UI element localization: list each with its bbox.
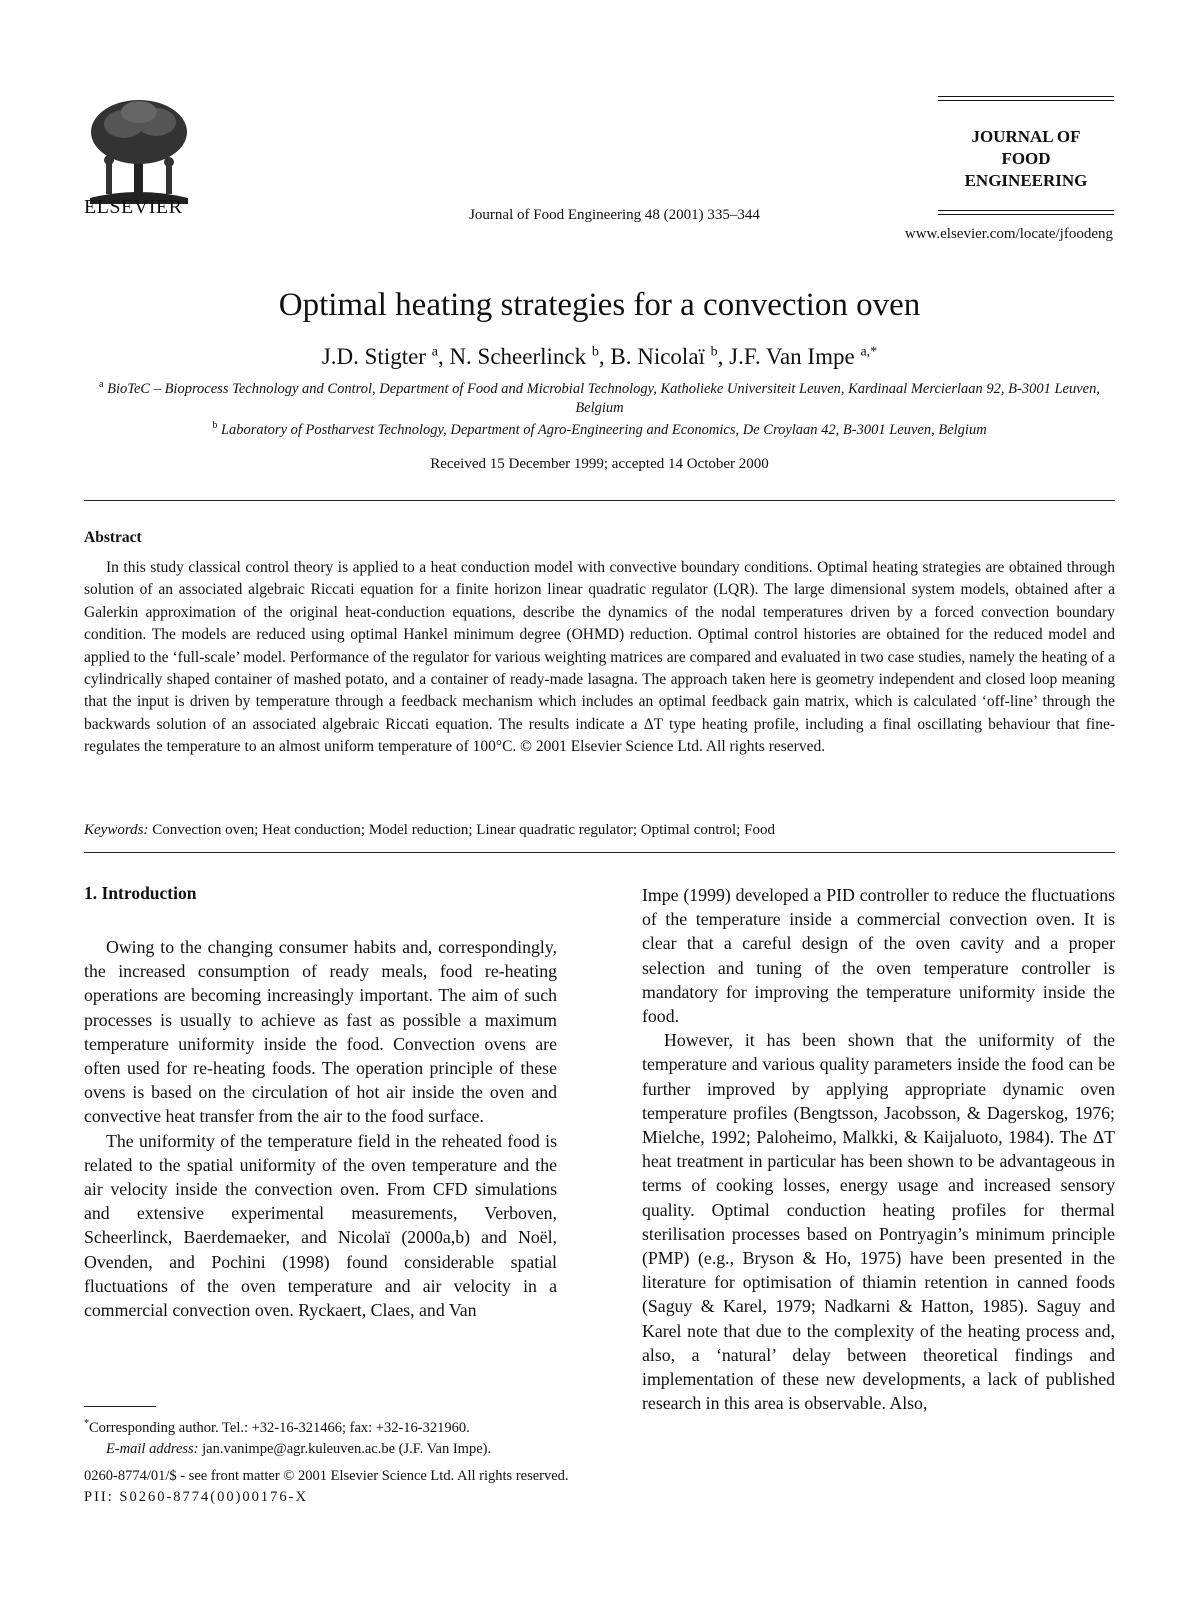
abstract-text: In this study classical control theory is applied to a heat conduction model with convective boundary conditions. Optimal heating strategies are obtained through solution of an associated algebraic Riccati equation for a finite horizon linear quadratic regulator (LQR). The large dimensional system models, obtained after a Galerkin approximation of the original heat-conduction equations, describe the dynamics of the nodal temperatures driven by a forced convection boundary condition. The models are reduced using optimal Hankel minimum degree (OHMD) reduction. Optimal control histories are obtained for the reduced model and applied to the ‘full-scale’ model. Performance of the regulator for various weighting matrices are compared and evaluated in two case studies, namely the heating of a cylindrically shaped container of mashed potato, and a container of ready-made lasagna. The approach taken here is geometry independent and closed loop meaning that the input is driven by temperature through a feedback mechanism which includes an optimal feedback gain matrix, which is calculated ‘off-line’ through the backwards solution of an associated algebraic Riccati equation. The results indicate a ΔT type heating profile, including a final oscillating behaviour that fine-regulates the temperature to an almost uniform temperature of 100°C. © 2001 Elsevier Science Ltd. All rights reserved.	[84, 559, 1115, 756]
elsevier-tree-logo-icon	[84, 94, 194, 204]
footnote-corresponding	[84, 1413, 557, 1439]
abstract-heading: Abstract	[84, 529, 142, 546]
author-name: N. Scheerlinck	[449, 344, 587, 369]
keywords-list: Convection oven; Heat conduction; Model reduction; Linear quadratic regulator; Optimal control; Food	[152, 822, 775, 838]
author-affil-mark: b	[710, 344, 718, 360]
footnote-mark: *	[84, 1418, 89, 1429]
right-column	[642, 883, 1115, 1415]
pii-line: PII: S0260-8774(00)00176-X	[84, 1489, 308, 1505]
received-dates: Received 15 December 1999; accepted 14 October 2000	[430, 456, 769, 472]
journal-url-link[interactable]: www.elsevier.com/locate/jfoodeng	[904, 226, 1113, 242]
affiliation-text: Laboratory of Postharvest Technology, Department of Agro-Engineering and Economics, De Croylaan 42, B-3001 Leuven, Belgium	[220, 421, 987, 438]
journal-title-line-1: JOURNAL OF	[971, 127, 1081, 146]
affiliation-a	[84, 375, 1115, 418]
email-address-link[interactable]: jan.vanimpe@agr.kuleuven.ac.be (J.F. Van Impe).	[202, 1440, 492, 1457]
journal-citation: Journal of Food Engineering 48 (2001) 335–344	[469, 207, 760, 223]
footnote-rule	[84, 1406, 156, 1407]
keywords	[84, 822, 1115, 839]
author-name: J.D. Stigter	[321, 344, 426, 369]
email-label: E-mail address:	[106, 1440, 199, 1457]
author-affil-mark: a	[431, 344, 438, 360]
article-title: Optimal heating strategies for a convection oven	[278, 287, 921, 323]
rule-bottom-2	[938, 214, 1114, 215]
journal-title-line-3: ENGINEERING	[964, 171, 1088, 190]
author-affil-mark: a,*	[860, 344, 878, 360]
footnote-corresponding-text: Corresponding author. Tel.: +32-16-321466; fax: +32-16-321960.	[89, 1419, 470, 1436]
affiliation-text: BioTeC – Bioprocess Technology and Control, Department of Food and Microbial Technology, Katholieke Universiteit Leuven, Kardinaal Mercierlaan 92, B-3001 Leuven, Belgium	[107, 380, 1100, 416]
journal-title-box	[938, 96, 1114, 220]
author-affil-mark: b	[591, 344, 599, 360]
issn-line: 0260-8774/01/$ - see front matter © 2001 Elsevier Science Ltd. All rights reserved.	[84, 1468, 569, 1484]
footnote	[84, 1413, 557, 1460]
rule-top-2	[938, 100, 1114, 101]
paragraph: However, it has been shown that the uniformity of the temperature and various quality parameters inside the food can be further improved by applying appropriate dynamic oven temperature profiles (Bengtsson, Jacobsson, & Dagerskog, 1976; Mielche, 1992; Paloheimo, Malkki, & Kaijaluoto, 1984). The ΔT heat treatment in particular has been shown to be advantageous in terms of cooking losses, energy usage and increased sensory quality. Optimal conduction heating profiles for thermal sterilisation processes based on Pontryagin’s minimum principle (PMP) (e.g., Bryson & Ho, 1975) have been presented in the literature for optimisation of thiamin retention in canned foods (Saguy & Karel, 1979; Nadkarni & Hatton, 1985). Saguy and Karel note that due to the complexity of the heating process and, also, a ‘natural’ delay between theoretical findings and implementation of these new developments, a lack of published research in this area is observable. Also,	[642, 1030, 1115, 1414]
paragraph: Owing to the changing consumer habits and, correspondingly, the increased consumption of ready meals, food re-heating operations are becoming increasingly important. The aim of such processes is usually to achieve as fast as possible a maximum temperature uniformity inside the food. Convection ovens are often used for re-heating foods. The operation principle of these ovens is based on the circulation of hot air inside the oven and convective heat transfer from the air to the food surface.	[84, 937, 557, 1127]
paragraph: The uniformity of the temperature field in the reheated food is related to the spatial uniformity of the oven temperature and the air velocity inside the convection oven. From CFD simulations and extensive experimental measurements, Verboven, Scheerlinck, Baerdemaeker, and Nicolaï (2000a,b) and Noël, Ovenden, and Pochini (1998) found considerable spatial fluctuations of the oven temperature and air velocity in a commercial convection oven. Ryckaert, Claes, and Van	[84, 1130, 557, 1321]
affiliation-mark: b	[212, 420, 218, 431]
rule-bottom-1	[938, 210, 1114, 211]
divider-bottom	[84, 852, 1115, 853]
footnote-email	[84, 1439, 557, 1460]
left-column	[84, 935, 557, 1322]
footer-block	[84, 1466, 569, 1508]
author-list: J.D. Stigter $^a$, N. Scheerlinck $^b$, B. Nicolaï $^b$, J.F. Van Impe $^{a,*}$	[321, 344, 878, 369]
journal-title-line-2: FOOD	[1001, 149, 1051, 168]
paragraph: Impe (1999) developed a PID controller to reduce the fluctuations of the temperature inside a commercial convection oven. It is clear that a careful design of the oven cavity and a proper selection and tuning of the oven temperature controller is mandatory for improving the temperature uniformity inside the food.	[642, 885, 1115, 1027]
publisher-wordmark: ELSEVIER	[84, 196, 183, 218]
divider-top	[84, 500, 1115, 501]
affiliation-mark: a	[99, 379, 104, 390]
author-name: B. Nicolaï	[610, 344, 705, 369]
rule-top-1	[938, 96, 1114, 97]
keywords-label: Keywords:	[84, 822, 149, 838]
section-heading-introduction: 1. Introduction	[84, 883, 197, 903]
author-name: J.F. Van Impe	[729, 344, 855, 369]
affiliation-b	[84, 416, 1115, 440]
journal-title	[938, 126, 1114, 192]
